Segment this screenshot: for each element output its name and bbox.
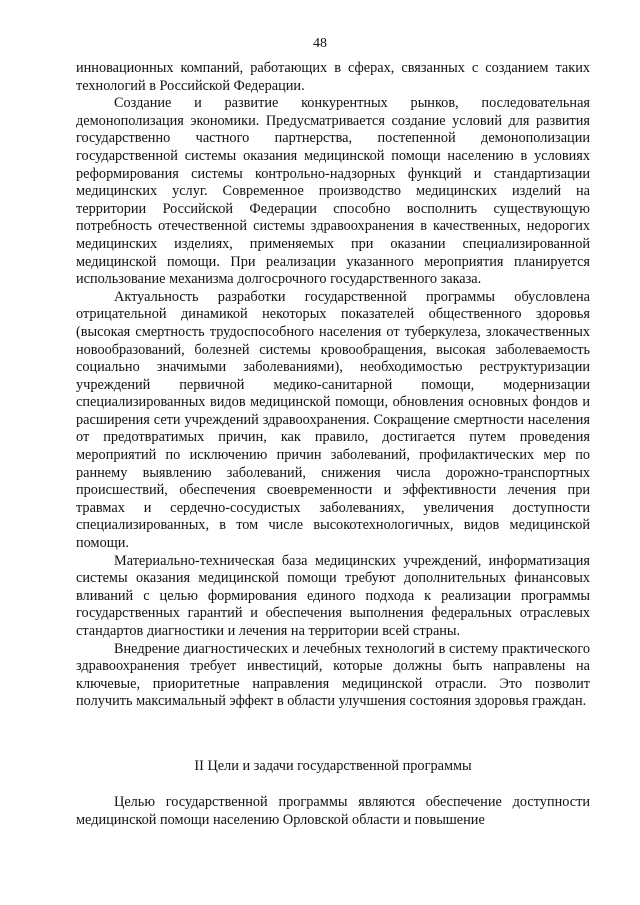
paragraph-program-relevance: Актуальность разработки государственной программы обусловлена отрицательной динамикой некоторых показателей общественного здоровья (высокая смертность трудоспособного населения от туберкулеза, злокачественных новообразований, болезней системы кровообращения, высокая заболеваемость социально значимыми заболеваниями), необходимостью реструктуризации учреждений первичной медико-санитарной помощи, модернизации специализированных видов медицинской помощи, обновления основных фондов и расширения сети учреждений здравоохранения. Сокращение смертности населения от предотвратимых причин, как правило, достигается путем проведения мероприятий по исключению причин заболеваний, профилактических мер по раннему выявлению заболеваний, снижения числа дорожно-транспортных происшествий, обеспечения своевременности и эффективности лечения при травмах и сердечно-сосудистых заболеваниях, увеличения доступности специализированных, в том числе высокотехнологичных, видов медицинской помощи. <box>76 288 590 552</box>
paragraph-competitive-markets: Создание и развитие конкурентных рынков, последовательная демонополизация экономики. Предусматривается создание условий для развития государственно частного партнерства, постепенной демонополизации государственной системы оказания медицинской помощи населению в условиях реформирования системы контрольно-надзорных функций и стандартизации медицинских услуг. Современное производство медицинских изделий на территории Российской Федерации способно восполнить существующую потребность отечественной системы здравоохранения в качественных, недорогих медицинских изделиях, применяемых при оказании специализированной медицинской помощи. При реализации указанного мероприятия планируется использование механизма долгосрочного государственного заказа. <box>76 95 590 288</box>
body-text <box>76 60 590 711</box>
paragraph-program-goal: Целью государственной программы являются обеспечение доступности медицинской помощи населению Орловской области и повышение <box>76 794 590 828</box>
section-heading: II Цели и задачи государственной программы <box>194 758 472 774</box>
paragraph-continuation: инновационных компаний, работающих в сферах, связанных с созданием таких технологий в Российской Федерации. <box>76 60 590 94</box>
page-number: 48 <box>313 36 327 51</box>
paragraph-material-base: Материально-техническая база медицинских учреждений, информатизация системы оказания медицинской помощи требуют дополнительных финансовых вливаний с целью формирования единого подхода к реализации программы государственных гарантий и обеспечения выполнения федеральных отраслевых стандартов диагностики и лечения на территории всей страны. <box>76 552 590 639</box>
paragraph-technology-introduction: Внедрение диагностических и лечебных технологий в систему практического здравоохранения требует инвестиций, которые должны быть направлены на ключевые, приоритетные направления медицинской отрасли. Это позволит получить максимальный эффект в области улучшения состояния здоровья граждан. <box>76 640 590 710</box>
